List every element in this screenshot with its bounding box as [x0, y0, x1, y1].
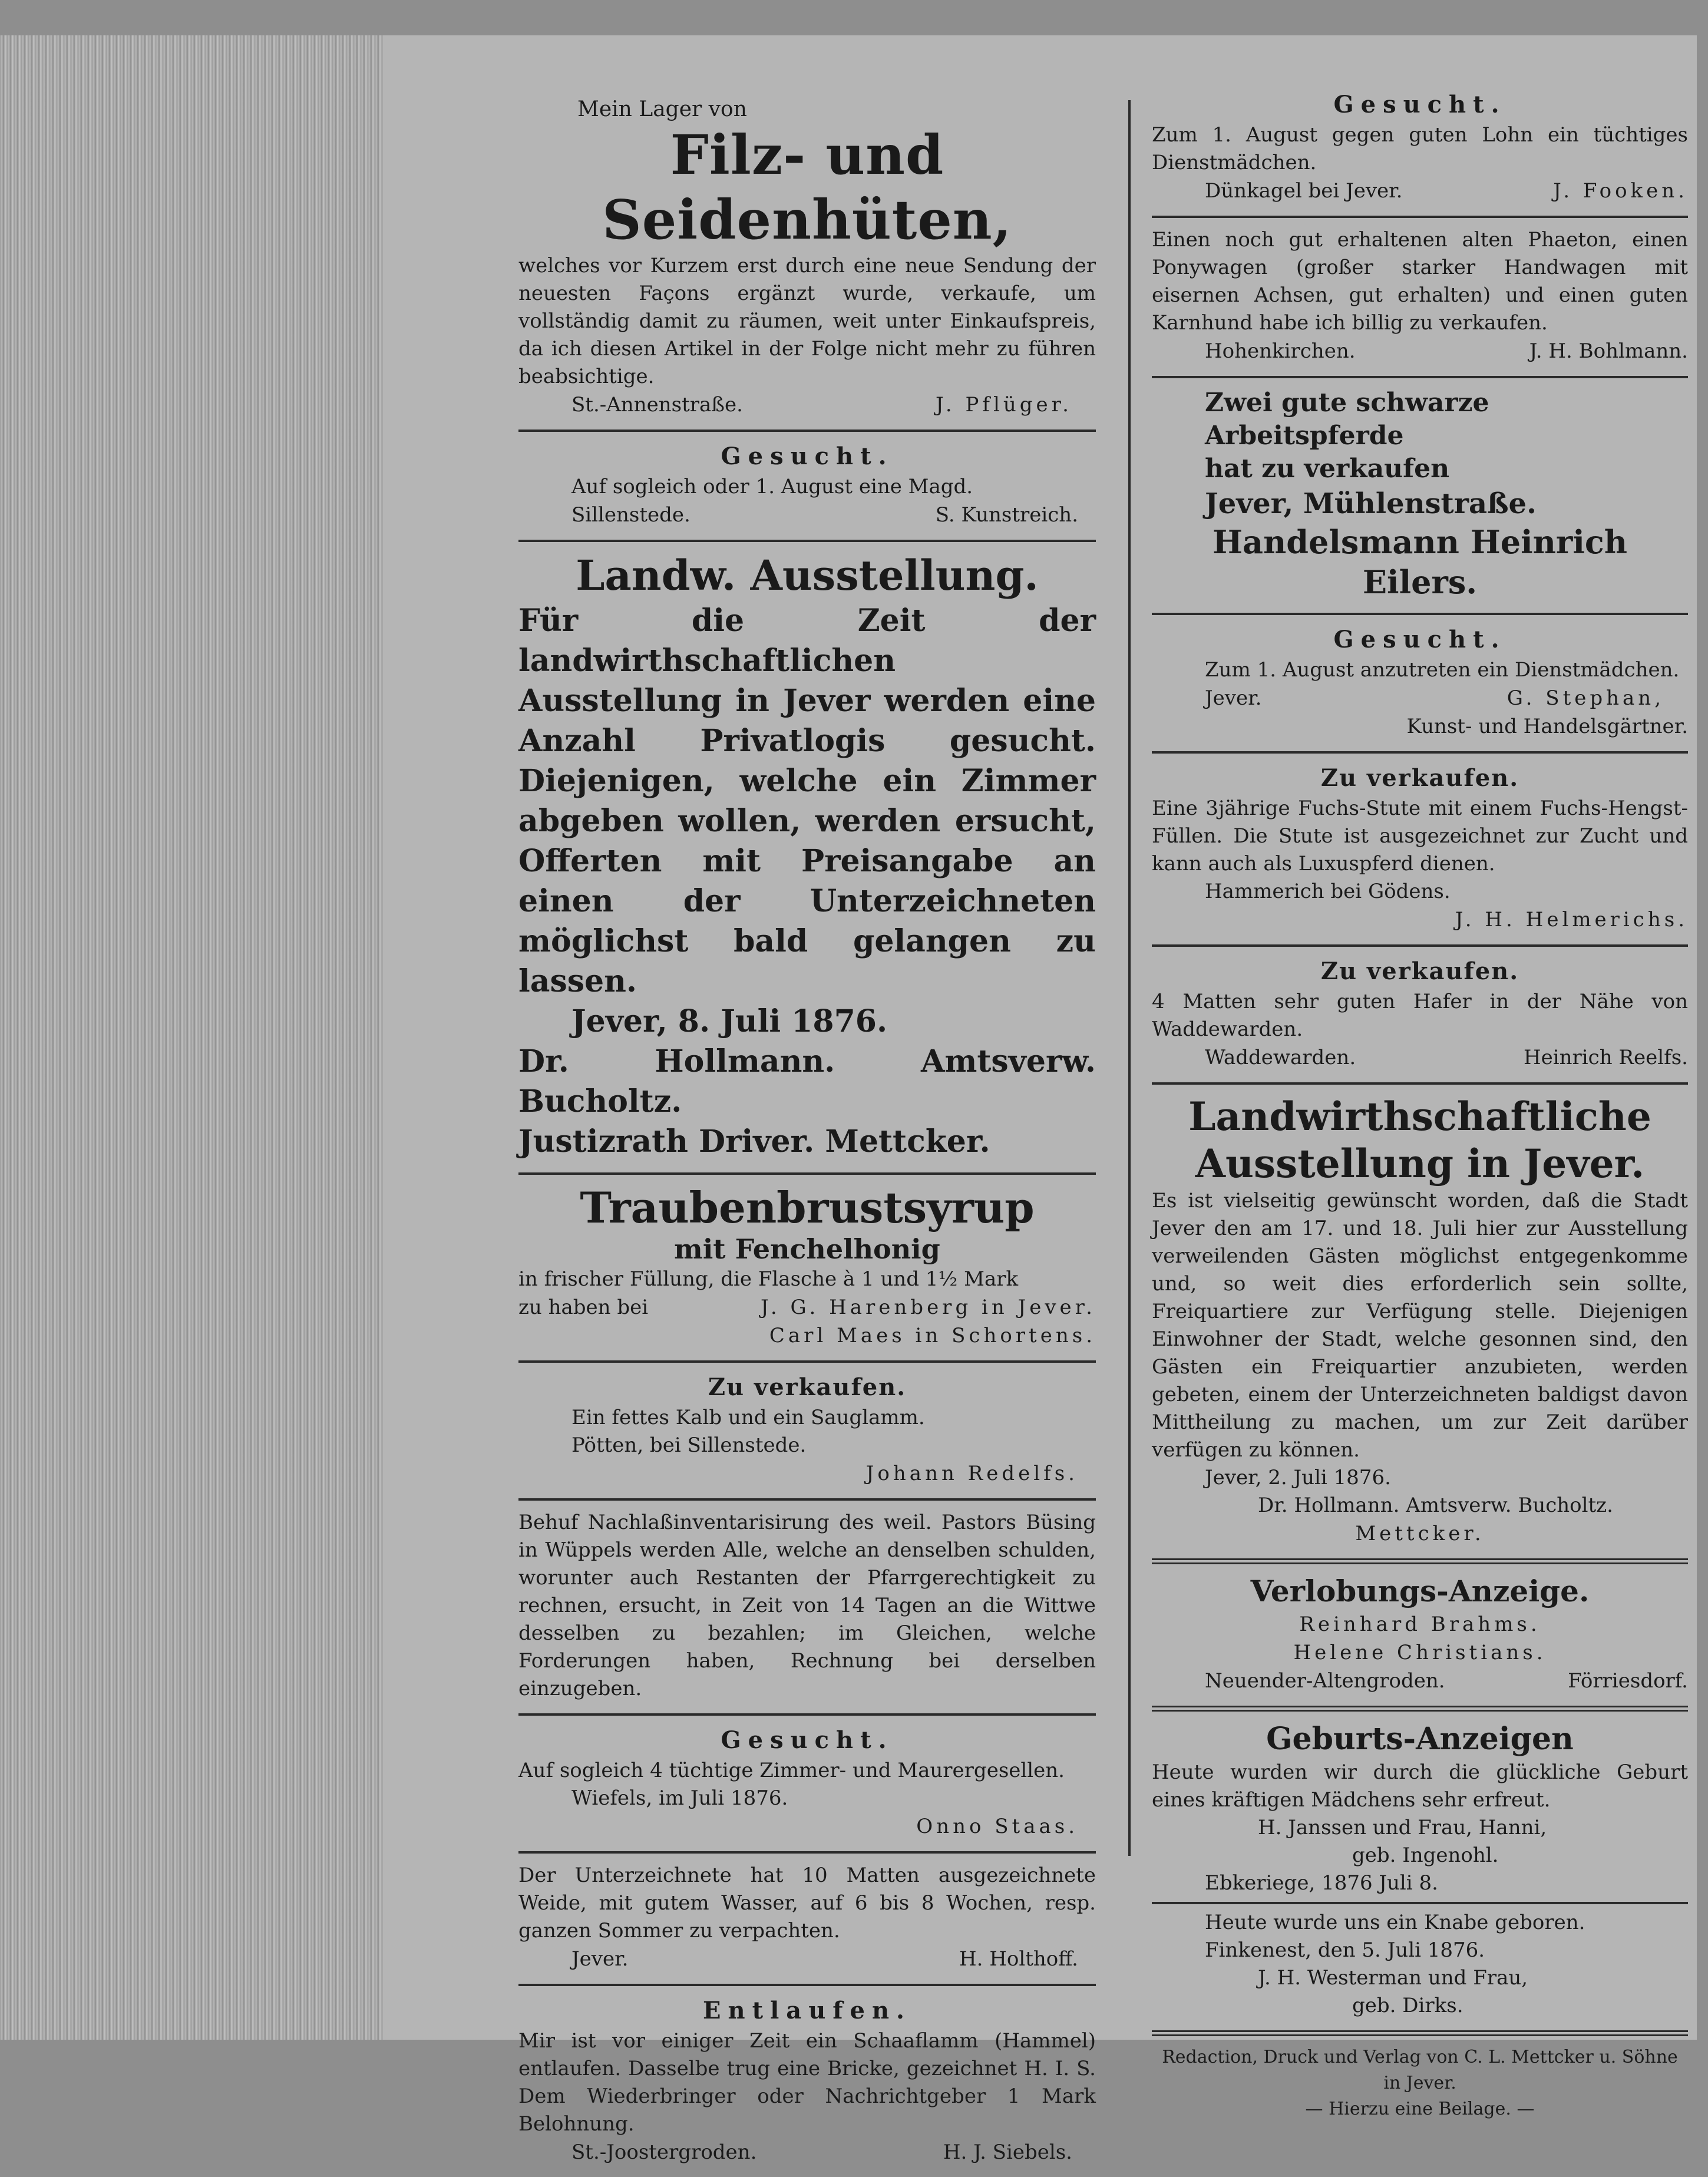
- ad-line-2: Pötten, bei Sillenstede.: [571, 1433, 807, 1457]
- ad-text: welches vor Kurzem erst durch eine neue Sendung der neuesten Façons ergänzt wurde, verkaufe, um vollständig damit zu räumen, weit unter Einkaufspreis, da ich diesen Artikel in der Folge nicht mehr zu führen beabsichtige.: [518, 254, 1096, 388]
- ad-heading: Zu verkaufen.: [708, 1373, 907, 1401]
- ad-name: Onno Staas.: [916, 1815, 1078, 1838]
- ad-heading: Landw. Ausstellung.: [576, 551, 1039, 600]
- ad-text-1: Heute wurden wir durch die glückliche Geburt eines kräftigen Mädchens sehr erfreut.: [1152, 1760, 1688, 1812]
- ad-pasture: [518, 1854, 1096, 1986]
- ad-line-2-left: zu haben bei: [518, 1296, 649, 1319]
- ad-text: Behuf Nachlaßinventarisirung des weil. Pastors Büsing in Wüppels werden Alle, welche an denselben schulden, worunter auch Restanten der Pfarrgerechtigkeit zu rechnen, ersucht, in Zeit von 14 Tagen an die Wittwe desselben zu bezahlen; im Gleichen, welche Forderungen haben, Rechnung bei derselben einzugeben.: [518, 1511, 1096, 1700]
- ad-heading: Gesucht.: [1333, 91, 1507, 118]
- ad-line-1: in frischer Füllung, die Flasche à 1 und 1½ Mark: [518, 1267, 1019, 1291]
- ad-place: Hohenkirchen.: [1205, 339, 1356, 363]
- ad-text: Zum 1. August anzutreten ein Dienstmädchen.: [1205, 658, 1680, 682]
- ad-heading: Gesucht.: [1333, 626, 1507, 653]
- ad-place: Wiefels, im Juli 1876.: [571, 1786, 788, 1810]
- ad-heading: Traubenbrustsyrup: [580, 1182, 1035, 1233]
- ad-sign-1: H. Janssen und Frau, Hanni,: [1258, 1816, 1547, 1839]
- ad-text: Mir ist vor einiger Zeit ein Schaaflamm (Hammel) entlaufen. Dasselbe trug eine Bricke, gezeichnet H. I. S. Dem Wiederbringer oder Nachrichtgeber 1 Mark Belohnung.: [518, 2029, 1096, 2136]
- column-divider: [1128, 100, 1131, 1856]
- ad-line-3: Carl Maes in Schortens.: [769, 1324, 1096, 1347]
- footer-line-2: — Hierzu eine Beilage. —: [1305, 2099, 1535, 2119]
- ad-name: Johann Redelfs.: [865, 1462, 1078, 1485]
- ad-place: Waddewarden.: [1205, 1046, 1356, 1069]
- ad-sign-2b: geb. Dirks.: [1352, 1994, 1463, 2017]
- ad-name: J. Pflüger.: [935, 393, 1072, 417]
- ad-heading: Gesucht.: [721, 442, 894, 470]
- ad-date-1: Ebkeriege, 1876 Juli 8.: [1205, 1871, 1438, 1895]
- ad-text: Für die Zeit der landwirthschaftlichen Ausstellung in Jever werden eine Anzahl Privatlogis gesucht. Diejenigen, welche ein Zimmer abgeben wollen, werden ersucht, Offerten mit Preisangabe an einen der Unterzeichneten möglichst bald gelangen zu lassen.: [518, 603, 1096, 999]
- ad-line-2-right: J. G. Harenberg in Jever.: [760, 1296, 1096, 1319]
- book-page-edges: [0, 35, 389, 2040]
- ad-date: Jever, 2. Juli 1876.: [1205, 1466, 1391, 1489]
- ad-date: Jever, 8. Juli 1876.: [571, 1003, 888, 1039]
- right-column: [1152, 88, 1688, 2133]
- ad-work-horses: [1152, 378, 1688, 615]
- ad-headline: Filz- und Seidenhüten,: [602, 123, 1012, 252]
- ad-name: Heinrich Reelfs.: [1524, 1046, 1688, 1069]
- ad-hats: [518, 88, 1096, 432]
- ad-text: Der Unterzeichnete hat 10 Matten ausgezeichnete Weide, mit gutem Wasser, auf 6 bis 8 Wochen, resp. ganzen Sommer zu verpachten.: [518, 1864, 1096, 1943]
- ad-phaeton: [1152, 218, 1688, 378]
- ad-place: Jever.: [1205, 686, 1262, 710]
- ad-name-1: Reinhard Brahms.: [1299, 1613, 1541, 1636]
- ad-line-4: Handelsmann Heinrich Eilers.: [1212, 523, 1627, 601]
- ad-name: J. Fooken.: [1553, 179, 1688, 203]
- ad-heading: Landwirthschaftliche Ausstellung in Jever.: [1188, 1094, 1651, 1187]
- ad-name: H. J. Siebels.: [943, 2140, 1072, 2164]
- ad-place: Dünkagel bei Jever.: [1205, 179, 1403, 203]
- ad-engagement: [1152, 1564, 1688, 1712]
- ad-signatures-1: Dr. Hollmann. Amtsverw. Bucholtz.: [518, 1043, 1096, 1119]
- ad-signatures-1: Dr. Hollmann. Amtsverw. Bucholtz.: [1258, 1494, 1613, 1517]
- ad-servant-girl: [1152, 88, 1688, 218]
- ad-intro: Mein Lager von: [577, 97, 747, 121]
- ad-free-quarters: [1152, 1085, 1688, 1564]
- ad-name: S. Kunstreich.: [935, 503, 1078, 527]
- ad-name: J. H. Helmerichs.: [1455, 908, 1688, 931]
- ad-date-2: Finkenest, den 5. Juli 1876.: [1205, 1938, 1485, 1962]
- ad-name: G. Stephan,: [1507, 686, 1664, 710]
- ad-line-2: hat zu verkaufen: [1205, 454, 1450, 484]
- ad-sign-2: J. H. Westerman und Frau,: [1258, 1966, 1528, 1990]
- ad-births: [1152, 1712, 1688, 2036]
- ad-mare: [1152, 754, 1688, 947]
- ad-line-1: Zwei gute schwarze Arbeitspferde: [1205, 388, 1489, 451]
- ad-text: Zum 1. August gegen guten Lohn ein tüchtiges Dienstmädchen.: [1152, 123, 1688, 174]
- ad-text: Es ist vielseitig gewünscht worden, daß die Stadt Jever den am 17. und 18. Juli hier zur Ausstellung verweilenden Gästen möglichst entgegenkomme und, so weit dies erforderlich sein sollte, Freiquartiere zur Verfügung stelle. Diejenigen Einwohner der Stadt, welche gesonnen sind, den Gästen ein Freiquartier anzubieten, werden gebeten, einem der Unterzeichneten baldigst davon Mittheilung zu machen, um zur Zeit darüber verfügen zu können.: [1152, 1189, 1688, 1462]
- footer-line-1: Redaction, Druck und Verlag von C. L. Mettcker u. Söhne in Jever.: [1162, 2047, 1678, 2093]
- ad-text: Einen noch gut erhaltenen alten Phaeton, einen Ponywagen (großer starker Handwagen mit eisernen Achsen, gut erhalten) und einen guten Karnhund habe ich billig zu verkaufen.: [1152, 228, 1688, 335]
- ad-title: Kunst- und Handelsgärtner.: [1406, 715, 1688, 738]
- ad-place: Hammerich bei Gödens.: [1205, 880, 1451, 903]
- ad-line-3: Jever, Mühlenstraße.: [1205, 487, 1537, 520]
- ad-heading: Gesucht.: [721, 1726, 894, 1754]
- ad-signatures-2: Mettcker.: [1355, 1522, 1485, 1545]
- ad-text: Auf sogleich oder 1. August eine Magd.: [571, 475, 973, 498]
- ad-heading: Verlobungs-Anzeige.: [1250, 1574, 1590, 1608]
- ad-exhibition-lodging: [518, 542, 1096, 1175]
- ad-syrup: [518, 1175, 1096, 1363]
- publisher-footer: [1152, 2036, 1688, 2133]
- ad-stephan: [1152, 615, 1688, 754]
- ad-text: Eine 3jährige Fuchs-Stute mit einem Fuchs-Hengst-Füllen. Die Stute ist ausgezeichnet zur Zucht und kann auch als Luxuspferd dienen.: [1152, 797, 1688, 876]
- ad-place-1: Neuender-Altengroden.: [1205, 1669, 1445, 1693]
- ad-text-2: Heute wurde uns ein Knabe geboren.: [1205, 1911, 1585, 1934]
- ad-maid: [518, 432, 1096, 542]
- ad-place: St.-Annenstraße.: [571, 393, 743, 417]
- ad-subheading: mit Fenchelhonig: [674, 1233, 940, 1265]
- ad-calf: [518, 1363, 1096, 1501]
- ad-heading: Entlaufen.: [703, 1997, 911, 2024]
- ad-text: Auf sogleich 4 tüchtige Zimmer- und Maurergesellen.: [518, 1759, 1065, 1782]
- ad-signatures-2: Justizrath Driver. Mettcker.: [518, 1124, 990, 1159]
- ad-heading: Zu verkaufen.: [1320, 764, 1519, 792]
- ad-name: H. Holthoff.: [959, 1947, 1078, 1971]
- ad-masons: [518, 1716, 1096, 1854]
- ad-text: 4 Matten sehr guten Hafer in der Nähe von Waddewarden.: [1152, 990, 1688, 1041]
- ad-name-2: Helene Christians.: [1293, 1641, 1547, 1664]
- ad-oats: [1152, 947, 1688, 1085]
- left-column: [518, 88, 1096, 2177]
- ad-name: J. H. Bohlmann.: [1529, 339, 1688, 363]
- ad-runaway-lamb: [518, 1986, 1096, 2177]
- ad-place: Jever.: [571, 1947, 629, 1971]
- ad-line-1: Ein fettes Kalb und ein Sauglamm.: [571, 1406, 925, 1429]
- ad-place-2: Förriesdorf.: [1568, 1669, 1688, 1693]
- ad-estate-inventory: [518, 1501, 1096, 1716]
- ad-heading: Geburts-Anzeigen: [1266, 1721, 1574, 1757]
- ad-place: St.-Joostergroden.: [571, 2140, 757, 2164]
- ad-place: Sillenstede.: [571, 503, 691, 527]
- ad-heading: Zu verkaufen.: [1320, 957, 1519, 985]
- ad-sign-1b: geb. Ingenohl.: [1352, 1844, 1499, 1867]
